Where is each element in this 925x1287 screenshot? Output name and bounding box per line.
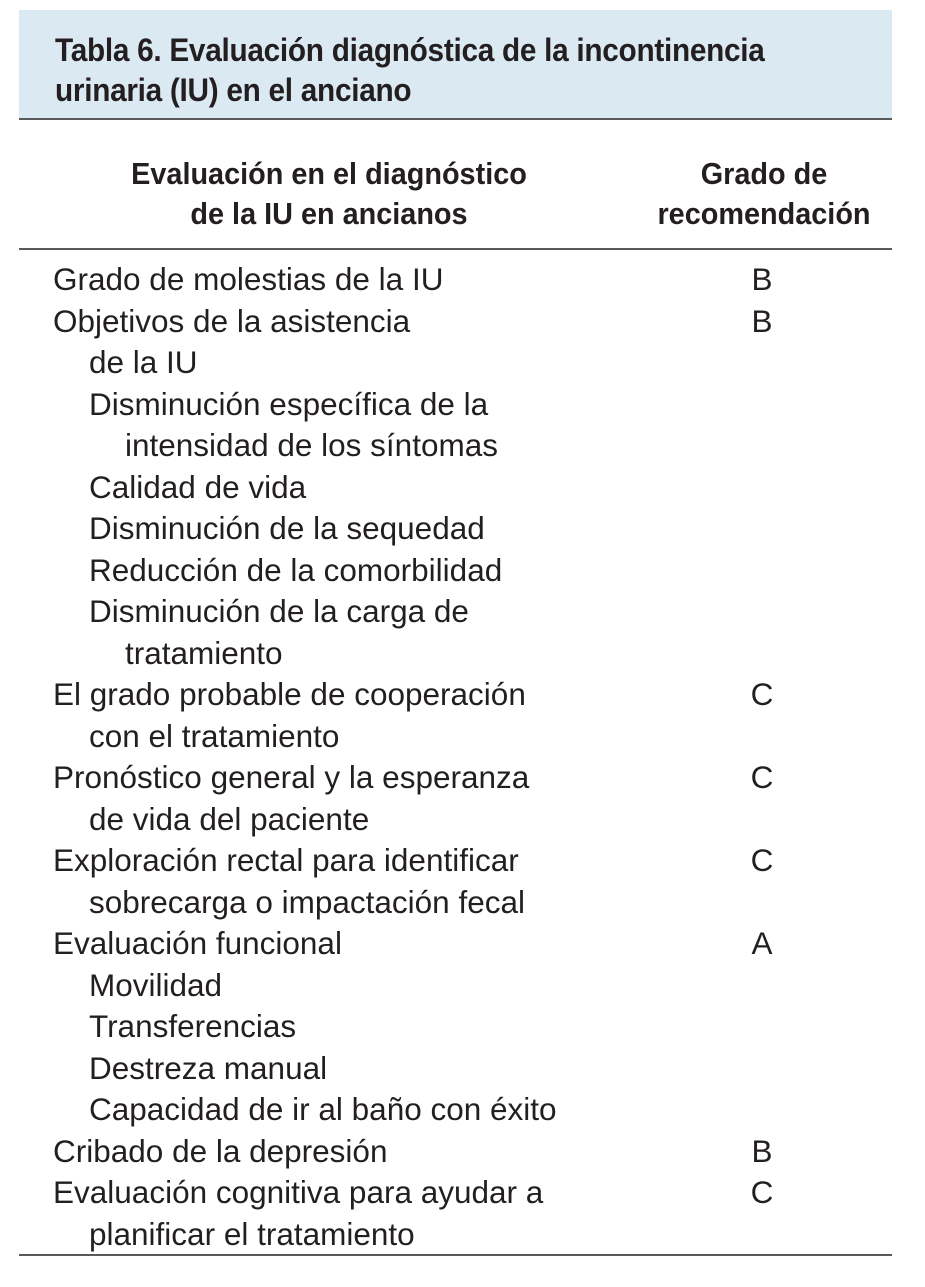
recommendation-grade: C [750,842,774,878]
table-row [19,301,892,384]
column-header-grade: Grado de recomendación [657,156,871,231]
recommendation-grade: C [750,759,774,795]
row-text-line: Destreza manual [89,1049,328,1086]
table-subrow [19,467,892,509]
column-header-evaluation: Evaluación en el diagnóstico de la IU en ancianos [131,156,527,231]
row-text-line: Grado de molestias de la IU [53,261,444,297]
table-subrow [19,965,892,1007]
row-text-line: tratamiento [125,634,283,671]
row-text-line: Reducción de la comorbilidad [89,551,503,588]
row-text-line: intensidad de los síntomas [125,427,498,463]
table-row [19,923,892,965]
table-subrow [19,508,892,550]
table-subrow [19,550,892,592]
table-row [19,1131,892,1173]
table-subrow [19,1089,892,1131]
table-row [19,757,892,840]
table-row [19,259,892,301]
recommendation-grade: C [750,676,774,712]
table-row [19,1172,892,1255]
row-text-line: Exploración rectal para identificar [53,842,519,878]
table-subrow [19,1006,892,1048]
column-headers [19,120,892,250]
row-text-line: planificar el tratamiento [89,1215,415,1252]
row-text-line: Disminución de la sequedad [89,510,485,546]
recommendation-grade: C [750,1174,774,1210]
row-text-line: con el tratamiento [89,717,340,754]
table-title-band [19,10,892,120]
row-text-line: Disminución específica de la [89,385,489,422]
recommendation-grade: A [751,925,773,961]
row-text-line: de la IU [89,344,198,380]
table-body [19,250,892,1256]
recommendation-grade: B [751,261,773,297]
row-text-line: Transferencias [89,1008,297,1044]
row-text-line: Capacidad de ir al baño con éxito [89,1091,557,1127]
row-text-line: Disminución de la carga de [89,593,469,629]
recommendation-grade: B [751,302,773,339]
table-subrow [19,1048,892,1090]
row-text-line: Calidad de vida [89,468,307,505]
row-text-line: Movilidad [89,966,223,1003]
table-title: Tabla 6. Evaluación diagnóstica de la incontinencia urinaria (IU) en el anciano [55,32,765,108]
row-text-line: Objetivos de la asistencia [53,302,411,339]
row-text-line: Pronóstico general y la esperanza [53,759,530,795]
row-text-line: El grado probable de cooperación [53,676,526,712]
diagnostic-evaluation-table [19,10,892,1256]
row-text-line: Evaluación cognitiva para ayudar a [53,1174,544,1210]
table-row [19,840,892,923]
row-text-line: Cribado de la depresión [53,1132,388,1169]
row-text-line: sobrecarga o impactación fecal [89,883,525,920]
table-subrow [19,384,892,467]
table-row [19,674,892,757]
table-subrow [19,591,892,674]
row-text-line: Evaluación funcional [53,925,342,961]
row-text-line: de vida del paciente [89,800,370,837]
recommendation-grade: B [751,1132,773,1169]
